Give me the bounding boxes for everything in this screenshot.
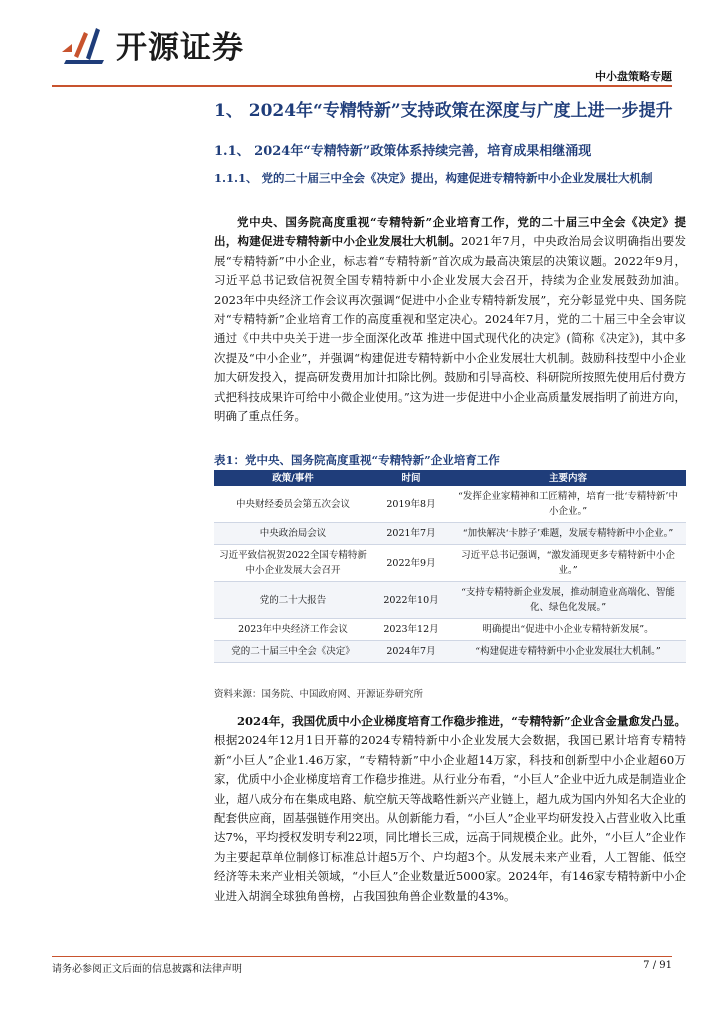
paragraph-cultivation — [214, 712, 686, 906]
table-cell-content: 习近平总书记强调，“激发涌现更多专精特新中小企业。” — [450, 545, 686, 582]
table-row — [214, 582, 686, 619]
table-header-event: 政策/事件 — [214, 470, 372, 486]
table-header-content: 主要内容 — [450, 470, 686, 486]
paragraph-policy-body: 2021年7月，中央政治局会议明确指出要发展“专精特新”中小企业，标志着“专精特新”首次成为最高决策层的决策议题。2022年9月，习近平总书记致信祝贺全国专精特新中小企业发展大会召开，持续为企业发展鼓劲加油。2023年中央经济工作会议再次强调“促进中小企业专精特新发展”，充分彰显党中央、国务院对“专精特新”企业培育工作的高度重视和坚定决心。2024年7月，党的二十届三中全会审议通过《中共中央关于进一步全面深化改革 推进中国式现代化的决定》(简称《决定》)，其中多次提及“中小企业”，并强调“构建促进专精特新中小企业发展壮大机制。鼓励科技型中小企业加大研发投入，提高研发费用加计扣除比例。鼓励和引导高校、科研院所按照先使用后付费方式把科技成果许可给中小微企业使用。”这为进一步促进中小企业高质量发展指明了前进方向，明确了重点任务。 — [214, 234, 686, 424]
footer-divider — [52, 956, 672, 957]
table-header-date: 时间 — [372, 470, 450, 486]
logo-text: 开源证券 — [116, 29, 244, 66]
section-heading-1-1-1: 1.1.1、 党的二十届三中全会《决定》提出，构建促进专精特新中小企业发展壮大机制 — [214, 171, 653, 185]
table-row — [214, 523, 686, 545]
table-cell-date: 2021年7月 — [372, 523, 450, 545]
table-cell-content: “支持专精特新企业发展，推动制造业高端化、智能化、绿色化发展。” — [450, 582, 686, 619]
table-title: 表1：党中央、国务院高度重视“专精特新”企业培育工作 — [214, 453, 500, 467]
table-cell-event: 2023年中央经济工作会议 — [214, 619, 372, 641]
section-heading-1-1: 1.1、 2024年“专精特新”政策体系持续完善，培育成果相继涌现 — [214, 144, 592, 159]
table-cell-date: 2024年7月 — [372, 641, 450, 663]
table-cell-event: 党的二十届三中全会《决定》 — [214, 641, 372, 663]
table-row — [214, 545, 686, 582]
table-row — [214, 486, 686, 523]
section-heading-1: 1、 2024年“专精特新”支持政策在深度与广度上进一步提升 — [214, 101, 673, 121]
table-cell-date: 2022年10月 — [372, 582, 450, 619]
table-cell-date: 2022年9月 — [372, 545, 450, 582]
table-row — [214, 619, 686, 641]
table-cell-content: “发挥企业家精神和工匠精神，培育一批‘专精特新’中小企业。” — [450, 486, 686, 523]
footer-disclaimer: 请务必参阅正文后面的信息披露和法律声明 — [52, 964, 242, 975]
table-cell-content: 明确提出“促进中小企业专精特新发展”。 — [450, 619, 686, 641]
policy-table — [214, 470, 686, 663]
paragraph-cultivation-lead: 2024年，我国优质中小企业梯度培育工作稳步推进，“专精特新”企业含金量愈发凸显。 — [237, 714, 686, 728]
table-cell-date: 2019年8月 — [372, 486, 450, 523]
report-category: 中小盘策略专题 — [595, 70, 672, 83]
table-row — [214, 641, 686, 663]
paragraph-policy-lead: 党中央、国务院高度重视“专精特新”企业培育工作，党的二十届三中全会《决定》提出，构建促进专精特新中小企业发展壮大机制。 — [214, 215, 686, 249]
company-logo — [58, 22, 244, 66]
table-cell-event: 党的二十大报告 — [214, 582, 372, 619]
table-header-row — [214, 470, 686, 486]
table-cell-date: 2023年12月 — [372, 619, 450, 641]
table-cell-event: 习近平致信祝贺2022全国专精特新中小企业发展大会召开 — [214, 545, 372, 582]
table-source: 资料来源：国务院、中国政府网、开源证券研究所 — [214, 689, 424, 700]
table-cell-event: 中央政治局会议 — [214, 523, 372, 545]
table-cell-content: “加快解决‘卡脖子’难题，发展专精特新中小企业。” — [450, 523, 686, 545]
paragraph-cultivation-body: 根据2024年12月1日开幕的2024专精特新中小企业发展大会数据，我国已累计培育专精特新“小巨人”企业1.46万家，“专精特新”中小企业超14万家，科技和创新型中小企业超60万家，优质中小企业梯度培育工作稳步推进。从行业分布看，“小巨人”企业中近九成是制造业企业，超八成分布在集成电路、航空航天等战略性新兴产业链上，超九成为国内外知名大企业的配套供应商，固基强链作用突出。从创新能力看，“小巨人”企业平均研发投入占营业收入比重达7%，平均授权发明专利22项，同比增长三成，远高于同规模企业。此外，“小巨人”企业作为主要起草单位制修订标准总计超5万个、户均超3个。从发展未来产业看，人工智能、低空经济等未来产业相关领域，“小巨人”企业数量近5000家。2024年，有146家专精特新中小企业进入胡润全球独角兽榜，占我国独角兽企业数量的43%。 — [214, 733, 686, 903]
logo-mark-icon — [58, 22, 110, 66]
table-cell-event: 中央财经委员会第五次会议 — [214, 486, 372, 523]
paragraph-policy — [214, 213, 686, 426]
header-divider — [52, 85, 672, 87]
page-number: 7 / 91 — [643, 960, 672, 971]
table-cell-content: “构建促进专精特新中小企业发展壮大机制。” — [450, 641, 686, 663]
